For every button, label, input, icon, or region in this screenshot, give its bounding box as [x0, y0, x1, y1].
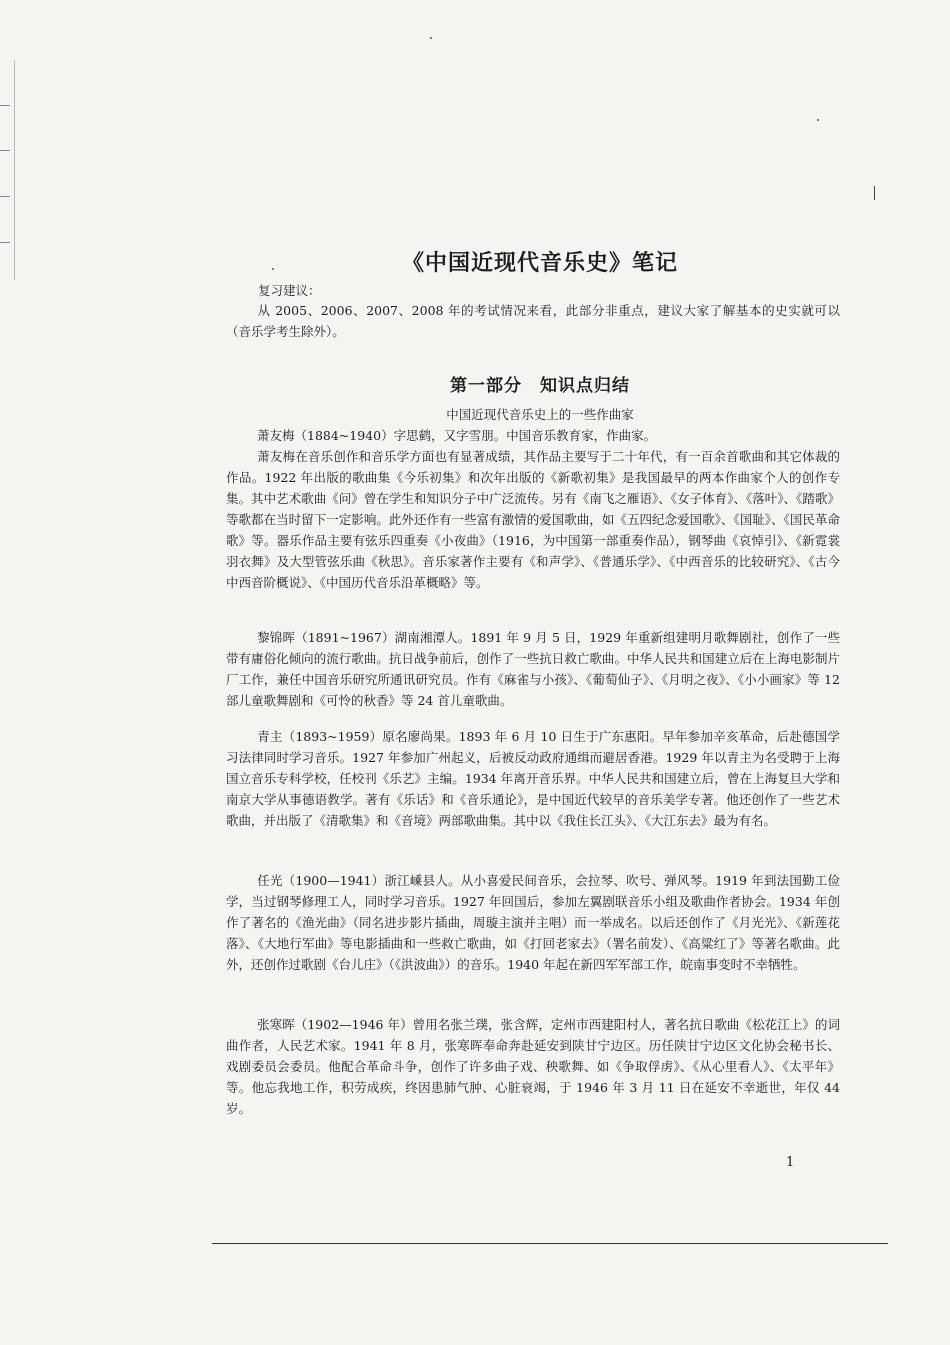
- paragraph-text: 青主（1893~1959）原名廖尚果。1893 年 6 月 10 日生于广东惠阳。早年参加辛亥革命，后赴德国学习法律同时学习音乐。1927 年参加广州起义，后被反动政府通缉而避居香港。1929 年以青主为名受聘于上海国立音乐专科学校，任校刊《乐艺》主编。1934 年离开音乐界。中华人民共和国建立后，曾在上海复旦大学和南京大学从事德语教学。著有《乐话》和《音乐通论》，是中国近代较早的音乐美学专著。他还创作了一些艺术歌曲，并出版了《清歌集》和《音境》两部歌曲集。其中以《我住长江头》、《大江东去》最为有名。: [226, 729, 840, 828]
- binding-margin-rule: [0, 60, 15, 280]
- paragraph-text: 张寒晖（1902—1946 年）曾用名张兰璞，张含辉，定州市西建阳村人，著名抗日歌曲《松花江上》的词曲作者，人民艺术家。1941 年 8 月，张寒晖奉命奔赴延安到陕甘宁边区。历任陕甘宁边区文化协会秘书长、戏剧委员会委员。他配合革命斗争，创作了许多曲子戏、秧歌舞、如《争取俘虏》、《从心里看人》、《太平年》等。他忘我地工作，积劳成疾，终因患肺气肿、心脏衰竭，于 1946 年 3 月 11 日在延安不幸逝世，年仅 44 岁。: [226, 1017, 840, 1116]
- paragraph-text: 黎锦晖（1891~1967）湖南湘潭人。1891 年 9 月 5 日，1929 年重新组建明月歌舞剧社，创作了一些带有庸俗化倾向的流行歌曲。抗日战争前后，创作了一些抗日救亡歌曲。中华人民共和国建立后在上海电影制片厂工作，兼任中国音乐研究所通讯研究员。作有《麻雀与小孩》、《葡萄仙子》、《月明之夜》、《小小画家》等 12 部儿童歌舞剧和《可怜的秋香》等 24 首儿童歌曲。: [226, 630, 840, 708]
- scan-speck: [430, 37, 432, 39]
- margin-tick: [0, 242, 10, 243]
- paragraph-ren-guang: [226, 870, 840, 975]
- paragraph-text: 任光（1900—1941）浙江嵊县人。从小喜爱民间音乐，会拉琴、吹号、弹风琴。1919 年到法国勤工俭学，当过钢琴修理工人，同时学习音乐。1927 年回国后，参加左翼剧联音乐小组及歌曲作者协会。1934 年创作了著名的《渔光曲》（同名进步影片插曲，周璇主演并主唱）而一举成名。以后还创作了《月光光》、《新莲花落》、《大地行军曲》等电影插曲和一些救亡歌曲，如《打回老家去》（署名前发）、《高粱红了》等著名歌曲。此外，还创作过歌剧《台儿庄》（《洪波曲》）的音乐。1940 年起在新四军军部工作，皖南事变时不幸牺牲。: [226, 873, 840, 972]
- paragraph-xiao-intro: [226, 425, 840, 446]
- paragraph-text: 萧友梅（1884~1940）字思鹤，又字雪朋。中国音乐教育家，作曲家。: [257, 428, 657, 443]
- paragraph-xiao-works: [226, 446, 840, 593]
- scan-mark: [874, 186, 875, 200]
- advice-paragraph: [226, 300, 840, 342]
- advice-label: 复习建议：: [258, 283, 321, 298]
- paragraph-qing-zhu: [226, 726, 840, 831]
- margin-tick: [0, 150, 10, 151]
- page-number: 1: [786, 1155, 795, 1170]
- paragraph-text: 萧友梅在音乐创作和音乐学方面也有显著成绩，其作品主要写于二十年代，有一百余首歌曲和其它体裁的作品。1922 年出版的歌曲集《今乐初集》和次年出版的《新歌初集》是我国最早的两本作曲家个人的创作专集。其中艺术歌曲《问》曾在学生和知识分子中广泛流传。另有《南飞之雁语》、《女子体育》、《落叶》、《踏歌》等歌都在当时留下一定影响。此外还作有一些富有激情的爱国歌曲，如《五四纪念爱国歌》、《国耻》、《国民革命歌》等。器乐作品主要有弦乐四重奏《小夜曲》（1916，为中国第一部重奏作品），钢琴曲《哀悼引》、《新霓裳羽衣舞》及大型管弦乐曲《秋思》。音乐家著作主要有《和声学》、《普通乐学》、《中西音乐的比较研究》、《古今中西音阶概说》、《中国历代音乐沿革概略》等。: [226, 449, 840, 590]
- section-title: 第一部分 知识点归结: [450, 376, 630, 396]
- advice-text: 从 2005、2006、2007、2008 年的考试情况来看，此部分非重点，建议大家了解基本的史实就可以（音乐学考生除外）。: [226, 303, 840, 339]
- subheading: 中国近现代音乐史上的一些作曲家: [446, 407, 634, 422]
- footer-rule: [212, 1243, 888, 1244]
- document-title: 《中国近现代音乐史》笔记: [401, 250, 678, 276]
- margin-tick: [0, 105, 10, 106]
- scan-speck: [817, 119, 819, 121]
- paragraph-li-jinhui: [226, 627, 840, 711]
- margin-tick: [0, 196, 10, 197]
- paragraph-zhang-hanhui: [226, 1014, 840, 1119]
